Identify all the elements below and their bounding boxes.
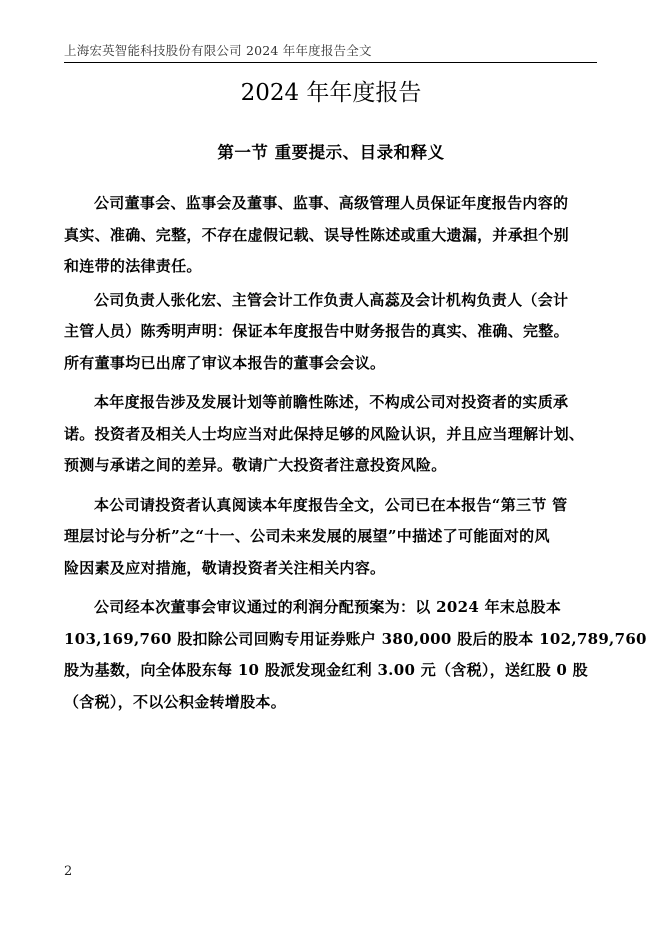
paragraph-line: 103,169,760 股扣除公司回购专用证券账户 380,000 股后的股本 102,789,760 [64,629,647,648]
paragraph-line: 诺。投资者及相关人士均应当对此保持足够的风险认识，并且应当理解计划、 [64,424,585,443]
section-title: 第一节 重要提示、目录和释义 [217,143,445,162]
paragraph-spacer [64,482,598,490]
paragraph-line: 主管人员）陈秀明声明：保证本年度报告中财务报告的真实、准确、完整。 [64,322,569,340]
paragraph-line: 本年度报告涉及发展计划等前瞻性陈述，不构成公司对投资者的实质承 [94,393,569,411]
paragraph-line: 预测与承诺之间的差异。敬请广大投资者注意投资风险。 [64,456,447,474]
paragraph-spacer [64,584,598,592]
paragraph-spacer [64,379,598,387]
paragraph-line: 所有董事均已出席了审议本报告的董事会会议。 [64,353,386,372]
paragraph-line: 股为基数，向全体股东每 10 股派发现金红利 3.00 元（含税），送红股 0 股 [64,661,588,679]
paragraph-responsible-persons-statement [64,285,598,380]
document-title: 2024 年年度报告 [240,80,422,106]
paragraph-line: 公司负责人张化宏、主管会计工作负责人高蕊及会计机构负责人（会计 [94,290,569,309]
paragraph-line: 理层讨论与分析”之“十一、公司未来发展的展望”中描述了可能面对的风 [64,527,550,545]
page-header [64,43,597,63]
paragraph-line: 真实、准确、完整，不存在虚假记载、误导性陈述或重大遗漏，并承担个别 [64,225,569,244]
paragraph-line: 和连带的法律责任。 [64,257,202,275]
header-company-report-title: 上海宏英智能科技股份有限公司 2024 年年度报告全文 [64,43,372,58]
paragraph-line: 险因素及应对措施，敬请投资者关注相关内容。 [64,558,386,577]
paragraph-line: 公司经本次董事会审议通过的利润分配预案为：以 2024 年末总股本 [94,598,562,616]
paragraph-line: 本公司请投资者认真阅读本年度报告全文，公司已在本报告“第三节 管 [94,495,568,514]
document-body [64,188,647,718]
paragraph-board-guarantee [64,188,598,283]
page-number: 2 [64,864,73,879]
paragraph-line: （含税），不以公积金转增股本。 [64,692,287,711]
paragraph-forward-looking-statement [64,387,598,482]
paragraph-profit-distribution-plan [64,592,647,718]
paragraph-risk-factors-notice [64,490,598,585]
paragraph-line: 公司董事会、监事会及董事、监事、高级管理人员保证年度报告内容的 [94,194,569,212]
